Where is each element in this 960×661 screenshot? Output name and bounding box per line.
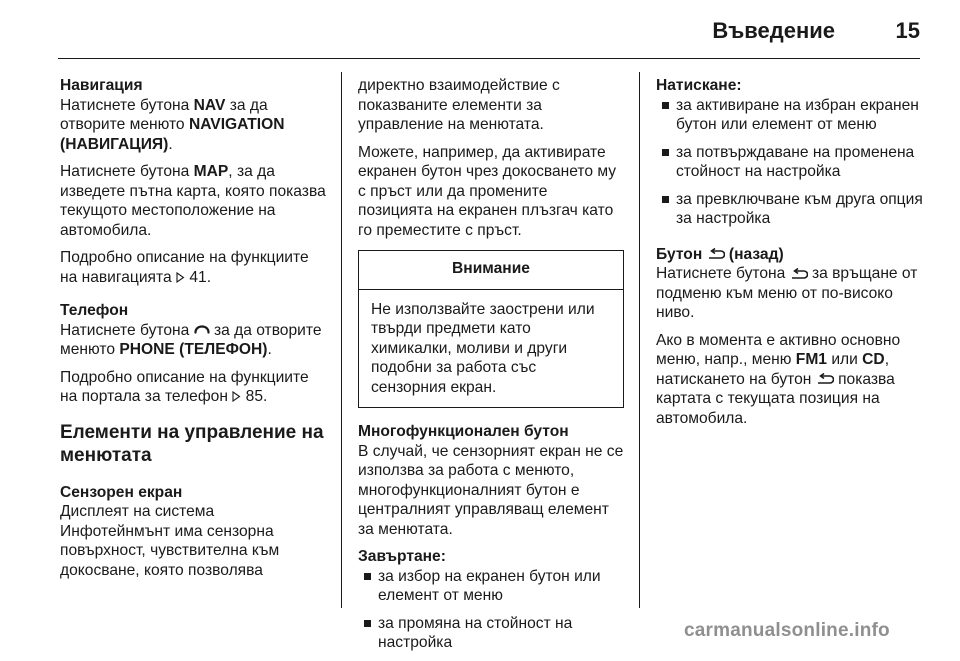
text: или	[826, 351, 863, 368]
phone-handset-icon	[194, 325, 210, 335]
multifunction-knob-heading: Многофункционален бутон	[358, 423, 569, 440]
touch-continued-paragraph: директно взаимодействие с показваните елементи за управление на менютата.	[358, 77, 560, 133]
page-reference-41: 41	[189, 268, 207, 286]
text: .	[263, 388, 268, 405]
cd-keyword: CD	[862, 351, 885, 368]
page-reference-85: 85	[245, 388, 264, 405]
back-button-heading	[656, 245, 926, 265]
text: .	[267, 341, 272, 358]
page-number: 15	[895, 18, 920, 43]
text: Натиснете бутона	[60, 321, 194, 339]
navigation-paragraph-1	[60, 96, 328, 155]
caution-title: Внимание	[359, 251, 623, 290]
touchscreen-paragraph: Дисплеят на система Инфотейнмънт има сензорна повърхност, чувствителна към докосване, която позволява	[60, 503, 280, 579]
column-3	[656, 76, 926, 436]
map-keyword: MAP	[193, 163, 229, 180]
column-2	[358, 76, 624, 661]
text: Бутон	[656, 245, 707, 263]
list-item: за превключване към друга опция за настройка	[656, 190, 926, 229]
back-paragraph-2	[656, 331, 926, 429]
column-1	[60, 76, 328, 580]
nav-keyword: NAV	[193, 96, 226, 114]
column-divider-1	[341, 72, 342, 608]
watermark: carmanualsonline.info	[684, 620, 890, 641]
page-reference-icon	[232, 391, 241, 402]
phone-paragraph-2	[60, 368, 328, 407]
text: Ако в момента е активно основно меню, напр., меню	[656, 331, 901, 368]
column-divider-2	[639, 72, 640, 608]
navigation-paragraph-2	[60, 162, 328, 240]
controls-section-heading: Елементи на управление на менютата	[60, 421, 324, 466]
fm1-keyword: FM1	[795, 351, 827, 368]
text: .	[206, 268, 212, 286]
caution-text: Не използвайте заострени или твърди предмети като химикалки, моливи и други подобни за работа със сензорния екран.	[371, 300, 595, 396]
text: Натиснете бутона	[60, 96, 194, 114]
back-arrow-icon	[790, 268, 808, 280]
page-reference-icon	[176, 272, 185, 283]
press-heading: Натискане:	[656, 77, 742, 94]
list-item: за активиране на избран екранен бутон или елемент от меню	[656, 96, 926, 135]
text: Натиснете бутона	[60, 163, 194, 180]
navigation-paragraph-3	[60, 248, 328, 287]
text: показва картата с текущата позиция на автомобила.	[656, 370, 895, 427]
navigation-menu-keyword: NAVIGATION (НАВИГАЦИЯ)	[60, 116, 285, 153]
text: за връщане от подменю към меню от по-високо ниво.	[656, 265, 918, 321]
text: , натискането на бутон	[656, 351, 890, 388]
touchscreen-heading: Сензорен екран	[60, 483, 183, 501]
caution-box	[358, 250, 624, 408]
text: за да отворите менюто	[60, 321, 322, 358]
phone-heading: Телефон	[60, 302, 129, 319]
header-divider	[58, 58, 920, 59]
phone-menu-keyword: PHONE (ТЕЛЕФОН)	[119, 341, 268, 358]
text: за да отворите менюто	[60, 96, 268, 133]
list-item: за промяна на стойност на настройка	[358, 614, 624, 653]
navigation-heading: Навигация	[60, 77, 143, 94]
back-paragraph-1	[656, 264, 926, 323]
phone-paragraph-1	[60, 321, 328, 360]
text: , за да изведете пътна карта, която показва текущото местоположение на автомобила.	[60, 163, 326, 239]
page-title: Въведение	[712, 18, 835, 43]
turn-heading: Завъртане:	[358, 548, 446, 565]
text: Подробно описание на функциите на портала за телефон	[60, 368, 309, 405]
multifunction-knob-paragraph: В случай, че сензорният екран не се използва за работа с менюто, многофункционалният бутон е централният управляващ елемент за менютата.	[358, 442, 624, 538]
text: Подробно описание на функциите на навигацията	[60, 249, 309, 286]
list-item: за потвърждаване на променена стойност на настройка	[656, 143, 926, 182]
text: (назад)	[724, 245, 784, 263]
touch-example-paragraph: Можете, например, да активирате екранен бутон чрез докосването му с пръст или да промените позицията на екранен плъзгач като го преместите с пръст.	[358, 143, 617, 239]
back-arrow-icon	[816, 373, 834, 385]
list-item: за избор на екранен бутон или елемент от меню	[358, 567, 624, 606]
text: .	[168, 135, 173, 153]
text: Натиснете бутона	[656, 265, 790, 282]
back-arrow-icon	[707, 248, 725, 260]
